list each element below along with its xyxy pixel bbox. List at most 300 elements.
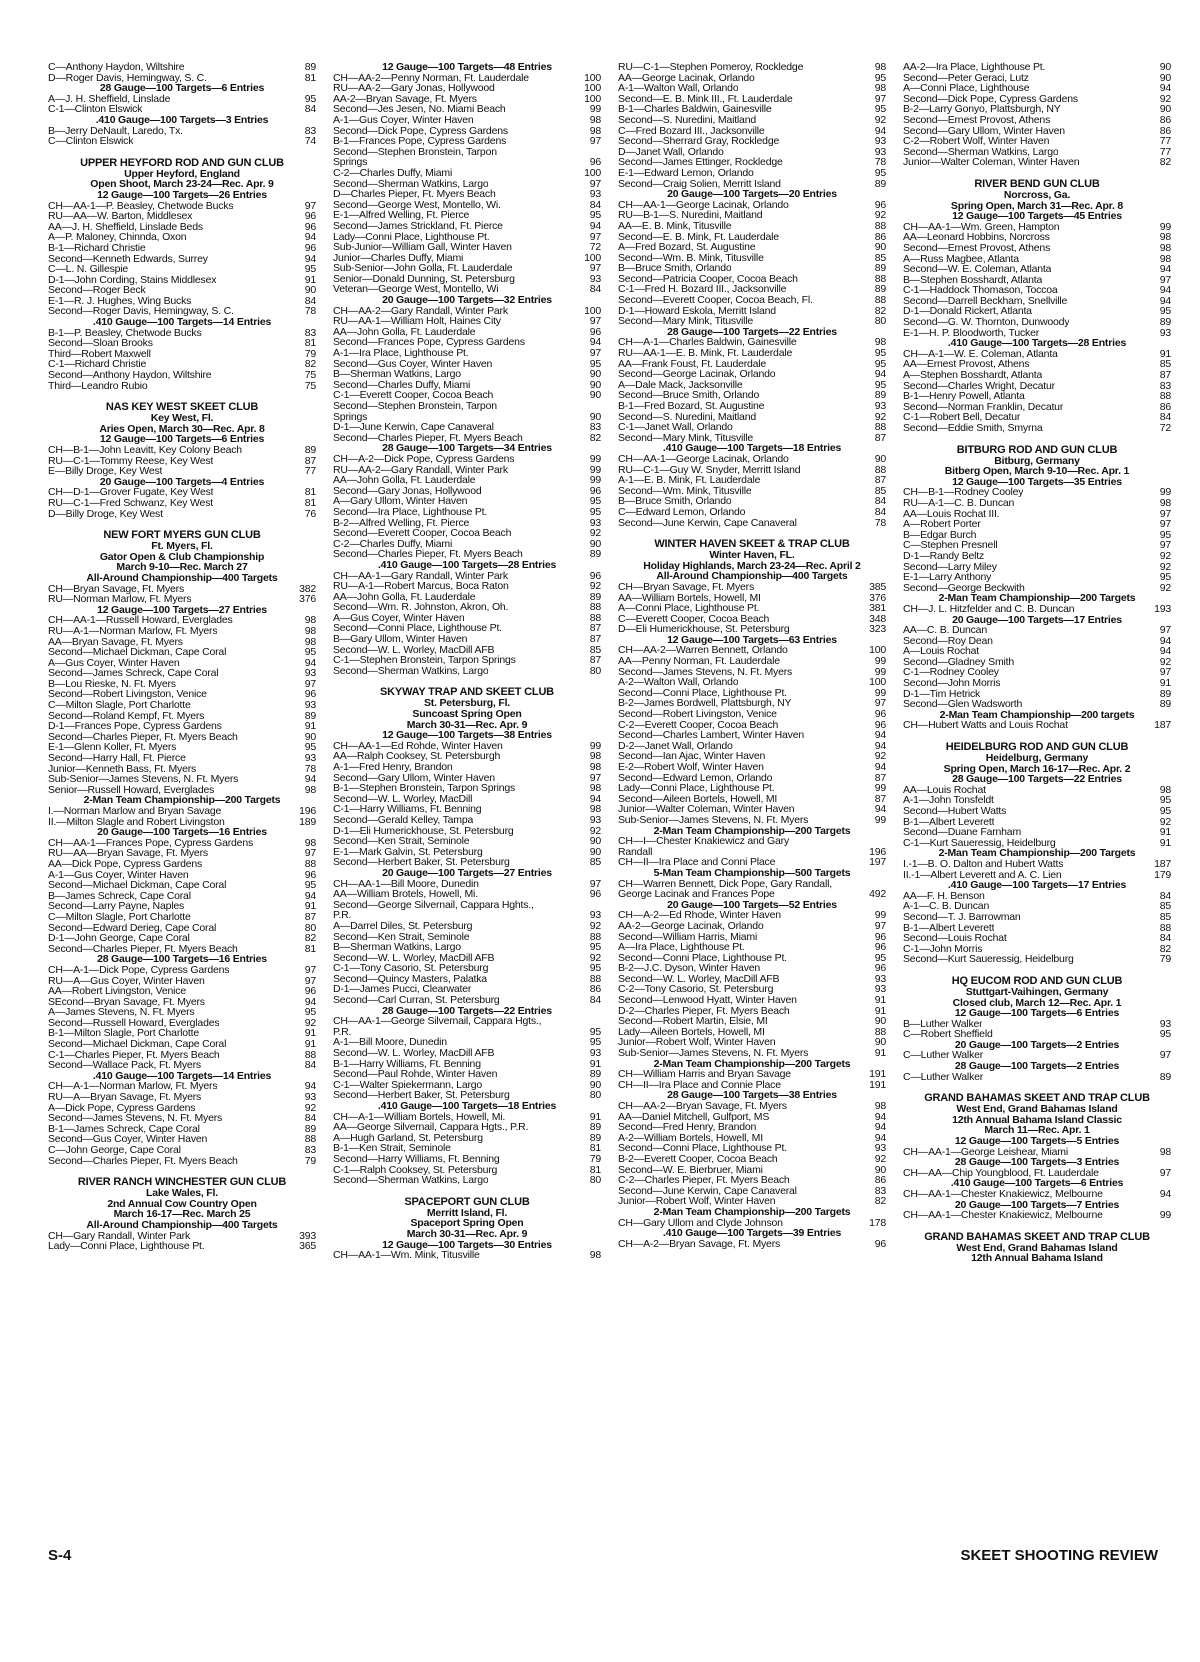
score: 94 bbox=[304, 252, 316, 265]
event-subheading bbox=[618, 868, 886, 879]
shooter-entry: CH—Gary Randall, Winter Park bbox=[48, 1230, 191, 1242]
result-row bbox=[618, 741, 886, 752]
score: 376 bbox=[869, 591, 886, 604]
shooter-entry: A—Gus Coyer, Winter Haven bbox=[48, 657, 180, 669]
score bbox=[597, 401, 601, 412]
result-row bbox=[48, 997, 316, 1008]
subheading-text: March 11—Rec. Apr. 1 bbox=[984, 1124, 1090, 1137]
shooter-entry: AA-2—Ira Place, Lighthouse Pt. bbox=[903, 62, 1046, 73]
shooter-entry: A—Robert Porter bbox=[903, 519, 981, 530]
shooter-entry: Second—George Lacinak, Orlando bbox=[618, 369, 776, 380]
result-row bbox=[48, 338, 316, 349]
result-row bbox=[333, 1037, 601, 1048]
shooter-entry: D-2—Charles Pieper, Ft. Myers Beach bbox=[618, 1005, 790, 1017]
shooter-entry: E-1—H. P. Bloodworth, Tucker bbox=[903, 327, 1040, 339]
event-subheading bbox=[903, 1200, 1171, 1211]
result-row bbox=[618, 815, 886, 826]
event-subheading bbox=[903, 774, 1171, 785]
result-row bbox=[333, 910, 601, 921]
shooter-entry: D-1—John Cording, Stains Middlesex bbox=[48, 274, 217, 286]
result-row bbox=[48, 848, 316, 859]
score: 92 bbox=[874, 209, 886, 222]
shooter-entry: Second—George West, Montello, Wi. bbox=[333, 199, 501, 211]
result-row bbox=[618, 921, 886, 932]
shooter-entry: AA—William Brotels, Howell, Mi. bbox=[333, 889, 478, 900]
subheading-text: 28 Gauge—100 Targets—22 Entries bbox=[667, 325, 837, 338]
score: 90 bbox=[1159, 103, 1171, 116]
result-row bbox=[618, 1016, 886, 1027]
shooter-entry: C-2—Tony Casorio, St. Petersburg bbox=[618, 984, 774, 996]
subheading-text: 20 Gauge—100 Targets—27 Entries bbox=[382, 866, 552, 879]
result-row bbox=[618, 465, 886, 476]
score: 92 bbox=[589, 580, 601, 593]
event-subheading bbox=[618, 1059, 886, 1070]
shooter-entry: RU—AA-1—E. B. Mink, Ft. Lauderdale bbox=[618, 348, 793, 359]
subheading-text: .410 Gauge—100 Targets—39 Entries bbox=[662, 1227, 842, 1240]
score: 91 bbox=[304, 720, 316, 733]
result-row bbox=[618, 83, 886, 94]
score: 94 bbox=[589, 336, 601, 349]
score: 81 bbox=[589, 1163, 601, 1176]
result-row bbox=[333, 571, 601, 582]
shooter-entry: Second—Dick Pope, Cypress Gardens bbox=[333, 125, 508, 137]
shooter-entry: B-1—Harry Williams, Ft. Benning bbox=[333, 1058, 481, 1070]
result-row bbox=[48, 615, 316, 626]
result-row bbox=[333, 306, 601, 317]
result-row bbox=[333, 126, 601, 137]
club-name: RIVER RANCH WINCHESTER GUN CLUB bbox=[77, 1176, 287, 1189]
result-row bbox=[333, 327, 601, 338]
event-subheading bbox=[48, 434, 316, 445]
score: 95 bbox=[1159, 528, 1171, 541]
event-subheading bbox=[618, 571, 886, 582]
result-row bbox=[48, 328, 316, 339]
score: 97 bbox=[304, 847, 316, 860]
result-row bbox=[618, 104, 886, 115]
score: 98 bbox=[589, 803, 601, 816]
score: 87 bbox=[304, 910, 316, 923]
shooter-entry: A-2—William Bortels, Howell, MI bbox=[618, 1132, 763, 1144]
score: 84 bbox=[589, 283, 601, 296]
result-row bbox=[618, 401, 886, 412]
shooter-entry: D-1—Tim Hetrick bbox=[903, 688, 981, 700]
score: 92 bbox=[874, 750, 886, 763]
score: 94 bbox=[1159, 1188, 1171, 1200]
result-row bbox=[48, 933, 316, 944]
score: 97 bbox=[874, 697, 886, 710]
shooter-entry: A—Fred Bozard, St. Augustine bbox=[618, 242, 756, 253]
score: 98 bbox=[1159, 252, 1171, 265]
score: 97 bbox=[589, 347, 601, 360]
shooter-entry: CH—II—Ira Place and Connie Place bbox=[618, 1079, 781, 1091]
subheading-text: 28 Gauge—100 Targets—22 Entries bbox=[382, 1004, 552, 1017]
shooter-entry: Senior—Donald Dunning, St. Petersburg bbox=[333, 273, 515, 285]
subheading-text: West End, Grand Bahamas Island bbox=[956, 1241, 1118, 1254]
shooter-entry: C-1—Janet Wall, Orlando bbox=[618, 422, 733, 433]
shooter-entry: Second—Carl Curran, St. Petersburg bbox=[333, 995, 500, 1006]
shooter-entry: AA—E. B. Mink, Titusville bbox=[618, 220, 732, 232]
shooter-entry: A-1—Gus Coyer, Winter Haven bbox=[333, 114, 474, 126]
score: 98 bbox=[1159, 241, 1171, 254]
result-row bbox=[333, 963, 601, 974]
shooter-entry: C—Robert Sheffield bbox=[903, 1029, 993, 1040]
score: 92 bbox=[1159, 815, 1171, 828]
score: 89 bbox=[874, 262, 886, 275]
event-subheading bbox=[333, 1101, 601, 1112]
shooter-entry: B—Jerry DeNault, Laredo, Tx. bbox=[48, 125, 183, 137]
subheading-text: 28 Gauge—100 Targets—34 Entries bbox=[382, 442, 552, 455]
result-row bbox=[333, 794, 601, 805]
shooter-entry: Second—Louis Rochat bbox=[903, 933, 1007, 944]
publication-title: SKEET SHOOTING REVIEW bbox=[960, 1547, 1158, 1564]
subheading-text: 2-Man Team Championship—200 targets bbox=[939, 708, 1135, 721]
score: 94 bbox=[874, 124, 886, 137]
shooter-entry: Second—Fred Henry, Brandon bbox=[618, 1122, 757, 1133]
shooter-entry: B-1—James Schreck, Cape Coral bbox=[48, 1123, 200, 1135]
score: 196 bbox=[299, 805, 316, 817]
score: 92 bbox=[1159, 92, 1171, 105]
score: 93 bbox=[589, 272, 601, 285]
result-row bbox=[333, 104, 601, 115]
shooter-entry: C-1—Walter Spiekermann, Largo bbox=[333, 1079, 483, 1091]
result-row bbox=[903, 498, 1171, 509]
score: 97 bbox=[1159, 518, 1171, 531]
score: 74 bbox=[304, 135, 316, 148]
shooter-entry: C-1—Stephen Bronstein, Tarpon Springs bbox=[333, 655, 516, 666]
score: 86 bbox=[874, 230, 886, 243]
score: 79 bbox=[589, 1152, 601, 1165]
score: 94 bbox=[304, 656, 316, 669]
shooter-entry: Second—John Morris bbox=[903, 678, 1001, 689]
result-row bbox=[48, 126, 316, 137]
shooter-entry: A-1—Fred Henry, Brandon bbox=[333, 762, 453, 773]
shooter-entry: Second—Gerald Kelley, Tampa bbox=[333, 814, 474, 826]
shooter-entry: B-2—J.C. Dyson, Winter Haven bbox=[618, 963, 761, 974]
event-subheading bbox=[48, 115, 316, 126]
shooter-entry: A—Gus Coyer, Winter Haven bbox=[333, 612, 465, 624]
result-row bbox=[618, 73, 886, 84]
score: 93 bbox=[874, 983, 886, 996]
score: 196 bbox=[869, 845, 886, 858]
shooter-entry: AA—Ralph Cooksey, St. Petersburgh bbox=[333, 751, 501, 762]
shooter-entry: C—Clinton Elswick bbox=[48, 136, 134, 147]
shooter-entry: C-1—Everett Cooper, Cocoa Beach bbox=[333, 390, 494, 401]
subheading-text: 28 Gauge—100 Targets—22 Entries bbox=[952, 773, 1122, 786]
result-row bbox=[333, 1069, 601, 1080]
result-row bbox=[333, 136, 601, 147]
shooter-entry: C-2—Charles Pieper, Ft. Myers Beach bbox=[618, 1175, 790, 1186]
result-row bbox=[618, 454, 886, 465]
result-row bbox=[618, 1239, 886, 1250]
result-row bbox=[618, 94, 886, 105]
result-row bbox=[903, 827, 1171, 838]
shooter-entry: CH—Gary Ullom and Clyde Johnson bbox=[618, 1217, 783, 1229]
score: 189 bbox=[299, 815, 316, 828]
shooter-entry: A—Ira Place, Lighthouse Pt. bbox=[618, 942, 745, 953]
score: 94 bbox=[589, 219, 601, 232]
shooter-entry: E-2—Robert Wolf, Winter Haven bbox=[618, 762, 764, 773]
result-row bbox=[903, 912, 1171, 923]
result-row bbox=[618, 836, 886, 847]
shooter-entry: E-1—Mark Galvin, St. Petersburg bbox=[333, 846, 483, 858]
result-row bbox=[333, 1059, 601, 1070]
score: 100 bbox=[584, 92, 601, 105]
shooter-entry: CH—A-1—Charles Baldwin, Gainesville bbox=[618, 337, 797, 349]
score: 85 bbox=[874, 251, 886, 264]
result-row bbox=[618, 1069, 886, 1080]
shooter-entry: AA—William Bortels, Howell, MI bbox=[618, 592, 761, 604]
score: 98 bbox=[874, 1100, 886, 1112]
result-row bbox=[903, 94, 1171, 105]
shooter-entry: D—Eli Humerickhouse, St. Petersburg bbox=[618, 624, 790, 635]
result-row bbox=[333, 1165, 601, 1176]
shooter-entry: Second—Stephen Bronstein, Tarpon bbox=[333, 401, 497, 412]
page-footer bbox=[48, 1547, 1158, 1564]
result-row bbox=[903, 530, 1171, 541]
score: 77 bbox=[1159, 135, 1171, 148]
score: 100 bbox=[584, 71, 601, 84]
score: 88 bbox=[589, 611, 601, 624]
score: 94 bbox=[874, 1121, 886, 1134]
event-subheading bbox=[48, 317, 316, 328]
shooter-entry: I.-1—B. O. Dalton and Hubert Watts bbox=[903, 858, 1064, 870]
club-name: BITBURG ROD AND GUN CLUB bbox=[956, 443, 1118, 456]
result-row bbox=[333, 337, 601, 348]
score: 365 bbox=[299, 1240, 316, 1252]
result-row bbox=[903, 944, 1171, 955]
shooter-entry: D-1—John George, Cape Coral bbox=[48, 933, 190, 944]
score: 94 bbox=[874, 1131, 886, 1144]
shooter-entry: C-1—Kurt Saueressig, Heidelburg bbox=[903, 837, 1056, 849]
score: 93 bbox=[1159, 1017, 1171, 1030]
result-row bbox=[333, 380, 601, 391]
score: 98 bbox=[589, 761, 601, 773]
result-row bbox=[333, 666, 601, 677]
score: 87 bbox=[874, 431, 886, 444]
result-row bbox=[618, 804, 886, 815]
result-row bbox=[333, 475, 601, 486]
shooter-entry: Second—Jes Jesen, No. Miami Beach bbox=[333, 104, 506, 115]
result-row bbox=[903, 275, 1171, 286]
shooter-entry: A—Russ Magbee, Atlanta bbox=[903, 253, 1019, 265]
subheading-text: West End, Grand Bahamas Island bbox=[956, 1103, 1118, 1116]
subheading-text: Bitburg, Germany bbox=[994, 454, 1080, 467]
shooter-entry: Second—Gus Coyer, Winter Haven bbox=[333, 358, 493, 370]
score: 95 bbox=[589, 1036, 601, 1049]
shooter-entry: AA—George Lacinak, Orlando bbox=[618, 72, 755, 84]
event-subheading bbox=[48, 83, 316, 94]
shooter-entry: SEcond—Bryan Savage, Ft. Myers bbox=[48, 996, 205, 1008]
result-row bbox=[618, 582, 886, 593]
score: 90 bbox=[874, 452, 886, 465]
score: 93 bbox=[1159, 326, 1171, 339]
result-row bbox=[333, 953, 601, 964]
score: 95 bbox=[589, 962, 601, 975]
shooter-entry: Sub-Junior—William Gall, Winter Haven bbox=[333, 242, 512, 253]
score: 90 bbox=[589, 1078, 601, 1091]
result-row bbox=[48, 1231, 316, 1242]
score: 88 bbox=[304, 1133, 316, 1146]
score: 88 bbox=[1159, 390, 1171, 403]
event-subheading bbox=[618, 826, 886, 837]
result-row bbox=[333, 836, 601, 847]
result-row bbox=[333, 1175, 601, 1186]
result-row bbox=[333, 390, 601, 401]
result-row bbox=[618, 253, 886, 264]
shooter-entry: CH—AA-1—Frances Pope, Cypress Gardens bbox=[48, 837, 254, 849]
result-row bbox=[903, 391, 1171, 402]
result-row bbox=[618, 794, 886, 805]
shooter-entry: D-1—June Kerwin, Cape Canaveral bbox=[333, 422, 494, 433]
score: 97 bbox=[874, 919, 886, 932]
subheading-text: .410 Gauge—100 Targets—18 Entries bbox=[662, 442, 842, 455]
event-subheading bbox=[903, 1136, 1171, 1147]
score: 376 bbox=[299, 593, 316, 606]
score: 82 bbox=[304, 358, 316, 371]
result-row bbox=[48, 668, 316, 679]
score: 323 bbox=[869, 623, 886, 636]
shooter-entry: A—Louis Rochat bbox=[903, 646, 979, 657]
result-row bbox=[48, 1028, 316, 1039]
shooter-entry: CH—I—Chester Knakiewicz and Gary bbox=[618, 836, 789, 847]
result-row bbox=[618, 1143, 886, 1154]
shooter-entry: Second—Conni Place, Lighthouse Pt. bbox=[618, 952, 787, 964]
shooter-entry: Second—Harry Hall, Ft. Pierce bbox=[48, 753, 186, 764]
score: 86 bbox=[1159, 400, 1171, 413]
shooter-entry: AA—Daniel Mitchell, Gulfport, MS bbox=[618, 1111, 770, 1123]
result-row bbox=[48, 626, 316, 637]
score: 87 bbox=[1159, 369, 1171, 382]
shooter-entry: Second—Ian Ajac, Winter Haven bbox=[618, 751, 766, 762]
subheading-text: 2-Man Team Championship—200 Targets bbox=[938, 847, 1136, 860]
subheading-text: 12 Gauge—100 Targets—26 Entries bbox=[97, 188, 267, 201]
shooter-entry: B-1—Albert Leverett bbox=[903, 922, 995, 934]
shooter-entry: AA—Frank Foust, Ft. Lauderdale bbox=[618, 358, 767, 370]
score: 78 bbox=[304, 305, 316, 318]
result-row bbox=[903, 678, 1171, 689]
shooter-entry: C-1—Rodney Cooley bbox=[903, 667, 999, 679]
result-row bbox=[333, 486, 601, 497]
score: 95 bbox=[1159, 805, 1171, 817]
result-row bbox=[333, 804, 601, 815]
shooter-entry: C-2—Charles Duffy, Miami bbox=[333, 167, 453, 179]
result-row bbox=[48, 1081, 316, 1092]
result-row bbox=[333, 655, 601, 666]
club-name: HQ EUCOM ROD AND GUN CLUB bbox=[951, 974, 1123, 987]
shooter-entry: Second—James Strickland, Ft. Pierce bbox=[333, 220, 503, 232]
result-row bbox=[333, 412, 601, 423]
score: 92 bbox=[304, 1016, 316, 1029]
shooter-entry: CH—AA-2—Bryan Savage, Ft. Myers bbox=[618, 1101, 787, 1112]
score: 94 bbox=[589, 792, 601, 805]
score: 91 bbox=[304, 1027, 316, 1040]
subheading-text: 12 Gauge—100 Targets—6 Entries bbox=[99, 433, 265, 446]
subheading-text: Spaceport Spring Open bbox=[410, 1217, 524, 1230]
result-row bbox=[333, 157, 601, 168]
event-subheading bbox=[903, 1178, 1171, 1189]
result-row bbox=[48, 923, 316, 934]
result-row bbox=[333, 1048, 601, 1059]
score: 78 bbox=[874, 156, 886, 169]
result-row bbox=[903, 254, 1171, 265]
score: 96 bbox=[589, 156, 601, 169]
shooter-entry: E-1—Edward Lemon, Orlando bbox=[618, 167, 754, 179]
score: 87 bbox=[589, 622, 601, 635]
result-row bbox=[48, 689, 316, 700]
result-row bbox=[333, 1080, 601, 1091]
score: 83 bbox=[304, 1144, 316, 1156]
subheading-text: .410 Gauge—100 Targets—14 Entries bbox=[92, 1069, 272, 1082]
result-row bbox=[903, 689, 1171, 700]
result-row bbox=[618, 593, 886, 604]
shooter-entry: CH—AA-1—Bill Moore, Dunedin bbox=[333, 878, 479, 890]
subheading-text: 20 Gauge—100 Targets—17 Entries bbox=[952, 613, 1122, 626]
club-name: WINTER HAVEN SKEET & TRAP CLUB bbox=[654, 538, 850, 551]
score: 97 bbox=[874, 92, 886, 105]
result-row bbox=[618, 984, 886, 995]
score: 96 bbox=[304, 688, 316, 701]
shooter-entry: AA—John Golla, Ft. Lauderdale bbox=[333, 591, 476, 603]
shooter-entry: B—Stephen Bosshardt, Atlanta bbox=[903, 274, 1043, 286]
score: 89 bbox=[874, 177, 886, 190]
score: 89 bbox=[589, 1131, 601, 1144]
result-row bbox=[48, 901, 316, 912]
shooter-entry: Second—Larry Miley bbox=[903, 561, 997, 573]
shooter-entry: C-1—John Morris bbox=[903, 943, 983, 955]
shooter-entry: A—James Stevens, N. Ft. Myers bbox=[48, 1007, 195, 1018]
score: 84 bbox=[589, 994, 601, 1007]
shooter-entry: Second—James Stevens, N. Ft. Myers bbox=[48, 1113, 223, 1124]
result-row bbox=[903, 1019, 1171, 1030]
subheading-text: Open Shoot, March 23-24—Rec. Apr. 9 bbox=[90, 178, 274, 191]
subheading-text: 20 Gauge—100 Targets—32 Entries bbox=[382, 294, 552, 307]
result-row bbox=[618, 698, 886, 709]
shooter-entry: Second—June Kerwin, Cape Canaveral bbox=[618, 1185, 797, 1197]
result-row bbox=[333, 242, 601, 253]
score: 91 bbox=[1159, 836, 1171, 849]
result-row bbox=[333, 826, 601, 837]
shooter-entry: Second—Sherrard Gray, Rockledge bbox=[618, 136, 780, 147]
subheading-text: 20 Gauge—100 Targets—52 Entries bbox=[667, 898, 837, 911]
subheading-text: 28 Gauge—100 Targets—6 Entries bbox=[99, 82, 265, 95]
result-row bbox=[903, 657, 1171, 668]
event-subheading bbox=[903, 1253, 1171, 1264]
score: 99 bbox=[1159, 220, 1171, 233]
score: 83 bbox=[1159, 379, 1171, 392]
subheading-text: Heidelburg, Germany bbox=[985, 752, 1089, 765]
result-row bbox=[903, 806, 1171, 817]
result-row bbox=[903, 423, 1171, 434]
subheading-text: 12 Gauge—100 Targets—63 Entries bbox=[667, 633, 837, 646]
result-row bbox=[48, 742, 316, 753]
shooter-entry: AA—Louis Rochat bbox=[903, 784, 986, 796]
score: 82 bbox=[874, 304, 886, 317]
score: 99 bbox=[589, 463, 601, 476]
result-row bbox=[618, 1175, 886, 1186]
result-row bbox=[333, 1250, 601, 1261]
result-row bbox=[48, 1039, 316, 1050]
event-subheading bbox=[903, 987, 1171, 998]
score: 96 bbox=[874, 1237, 886, 1250]
score: 80 bbox=[589, 1174, 601, 1187]
score: 97 bbox=[1159, 539, 1171, 552]
shooter-entry: C—Anthony Haydon, Wiltshire bbox=[48, 62, 185, 73]
score: 94 bbox=[1159, 263, 1171, 276]
subheading-text: All-Around Championship—400 Targets bbox=[86, 1218, 278, 1231]
shooter-entry: Second—Robert Martin, Elsie, MI bbox=[618, 1016, 768, 1027]
result-row bbox=[333, 115, 601, 126]
shooter-entry: A—Hugh Garland, St. Petersburg bbox=[333, 1132, 483, 1144]
